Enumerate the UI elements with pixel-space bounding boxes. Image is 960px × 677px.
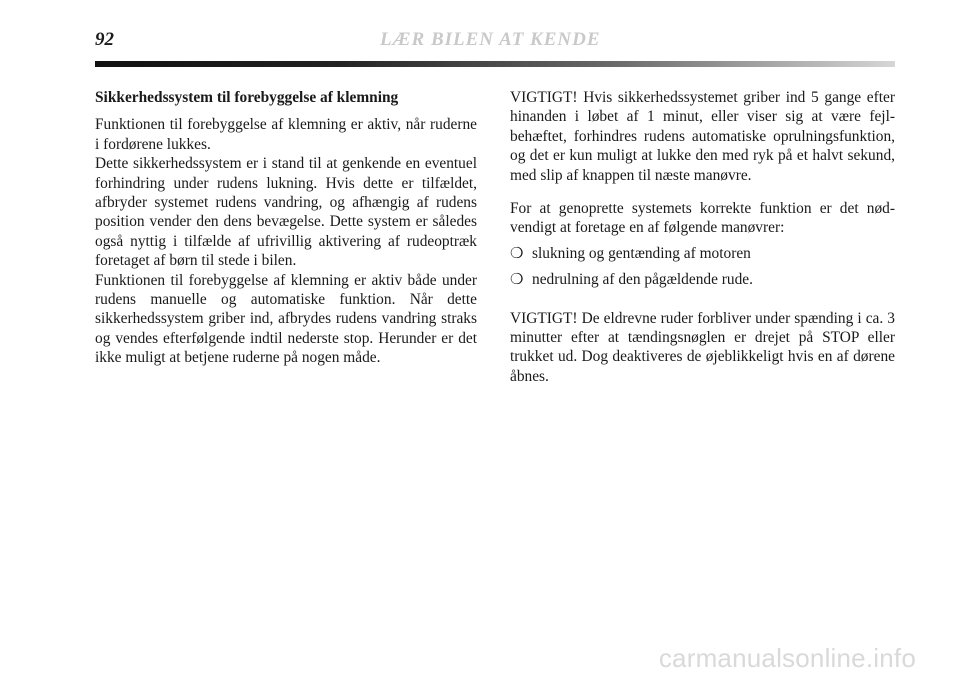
page-number: 92 xyxy=(95,29,114,50)
important-note: VIGTIGT! De eldrevne ruder forbliver under spænding i ca. 3 minutter efter at tændingsnøglen er drejet på STOP eller trukket ud. Dog deaktiveres de øjeblikkeligt hvis en af dørene åbnes. xyxy=(510,309,895,385)
list-item xyxy=(510,244,895,264)
circle-bullet-icon: ❍ xyxy=(510,272,524,289)
circle-bullet-icon: ❍ xyxy=(510,245,524,262)
right-column xyxy=(510,88,895,386)
running-head: LÆR BILEN AT KENDE xyxy=(380,29,601,50)
list-item-text: nedrulning af den pågældende rude. xyxy=(532,271,753,289)
header-rule xyxy=(95,61,895,67)
paragraph: Funktionen til forebyggelse af klemning er aktiv både under rudens manuelle og automatiske funktion. Når dette sikkerhedssystem griber ind, afbrydes rudens vandring straks og vendes efterfølgende indtil nederste stop. Herunder er det ikke muligt at betjene ruderne på nogen måde. xyxy=(95,271,477,367)
list-item xyxy=(510,270,895,290)
paragraph: Funktionen til forebyggelse af klemning er aktiv, når ruderne i fordørene lukkes. xyxy=(95,116,477,153)
important-note: VIGTIGT! Hvis sikkerhedssystemet griber ind 5 gange efter hinanden i løbet af 1 minut, eller viser sig at være fejlbehæftet, forhindres rudens automatiske oprulningsfunktion, og det er kun muligt at lukke den med ryk på et halvt sekund, med slip af knappen til næste manøvre. xyxy=(510,89,895,184)
watermark: carmanualsonline.info xyxy=(658,643,916,673)
section-title: Sikkerhedssystem til forebyggelse af klemning xyxy=(95,89,399,106)
list-item-text: slukning og gentænding af motoren xyxy=(532,244,751,262)
restore-intro: For at genoprette systemets korrekte funktion er det nødvendigt at foretage en af følgende manøvrer: xyxy=(510,200,895,237)
paragraph: Dette sikkerhedssystem er i stand til at genkende en eventuel forhindring under rudens lukning. Hvis dette er tilfældet, afbryder systemet rudens vandring, og afhængig af rudens position vender den dens bevægelse. Dette system er således også nyttig i tilfælde af ufrivillig aktivering af rudeoptræk foretaget af børn til stede i bilen. xyxy=(95,155,477,270)
left-column xyxy=(95,88,477,368)
